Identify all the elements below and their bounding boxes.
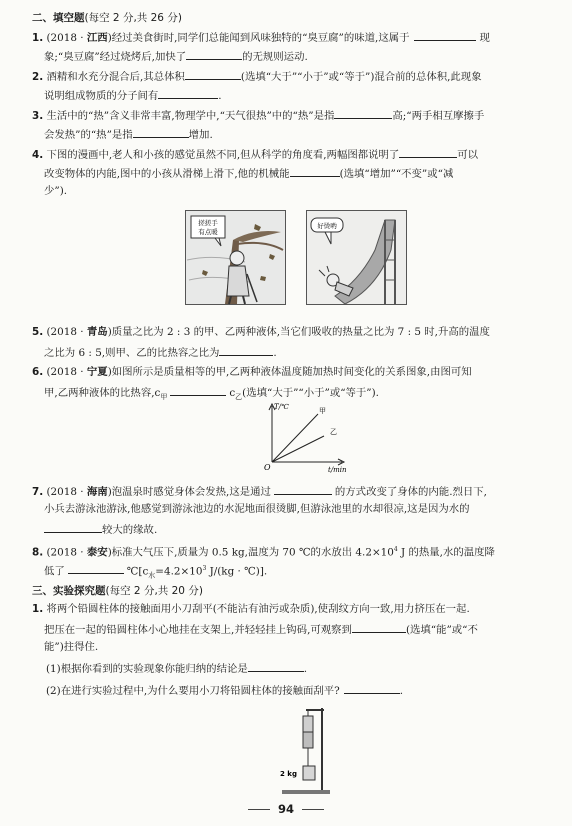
superscript: 3 <box>202 565 207 572</box>
text: (选填“增加”“不变”或“减 <box>339 168 454 180</box>
speech-text: 搓搓手 <box>198 219 218 227</box>
question-3-line-2 <box>44 127 564 142</box>
answer-blank[interactable] <box>219 345 273 356</box>
y-axis-label: T/℃ <box>274 403 289 411</box>
question-2-line-2 <box>44 88 564 103</box>
text: 低了 <box>44 565 65 578</box>
question-7-line-1 <box>32 484 552 499</box>
text: 现 <box>479 32 490 44</box>
question-8-line-2 <box>44 562 564 583</box>
section-title: 三、实验探究题 <box>32 585 106 597</box>
answer-blank[interactable] <box>186 49 242 60</box>
page-number-text: 94 <box>277 802 294 816</box>
text: . <box>399 685 404 697</box>
text: 较大的缘故. <box>102 524 158 536</box>
question-7-line-3 <box>44 522 564 537</box>
text: (2018 · <box>46 366 87 378</box>
source-tag: 青岛 <box>86 326 108 338</box>
weight-block <box>303 766 315 780</box>
section-title: 二、填空题 <box>32 12 85 24</box>
text: 说明组成物质的分子间有 <box>44 90 159 102</box>
question-4-line-2 <box>44 166 564 181</box>
answer-blank[interactable] <box>185 69 241 80</box>
subscript: 水 <box>148 571 156 580</box>
answer-blank[interactable] <box>44 522 102 533</box>
question-6-line-1 <box>32 366 552 379</box>
superscript: 4 <box>393 546 398 553</box>
text: (2018 · <box>46 326 87 338</box>
section-3-header <box>32 583 203 598</box>
question-3-line-1 <box>32 108 552 123</box>
question-4-line-3 <box>44 185 564 198</box>
section-2-header <box>32 10 182 25</box>
divider <box>248 809 270 810</box>
text: (选填“大于”“小于”或“等于”). <box>242 387 379 399</box>
answer-blank[interactable] <box>158 88 218 99</box>
text: 会发热”的“热”是指 <box>44 129 133 141</box>
origin-label: O <box>264 463 271 472</box>
text: 改变物体的内能,图中的小孩从滑梯上滑下,他的机械能 <box>44 168 290 180</box>
answer-blank[interactable] <box>344 683 400 694</box>
answer-blank[interactable] <box>414 30 476 41</box>
text: 小兵去游泳池游泳,他感觉到游泳池边的水泥地面很烫脚,但游泳池里的水却很凉,这是因为水的 <box>44 503 470 515</box>
question-number: 4. <box>32 149 44 161</box>
answer-blank[interactable] <box>290 166 340 177</box>
answer-blank[interactable] <box>248 661 304 672</box>
section-note: (每空 2 分,共 20 分) <box>105 585 203 597</box>
lead-cylinder-top <box>303 716 313 732</box>
question-number: 1. <box>32 32 44 44</box>
answer-blank[interactable] <box>133 127 189 138</box>
experiment-1-line-1 <box>32 603 552 616</box>
question-number: 3. <box>32 110 44 122</box>
question-number: 7. <box>32 486 44 498</box>
question-number: 2. <box>32 71 44 83</box>
text: 将两个铅圆柱体的接触面用小刀刮平(不能沾有油污或杂质),使刮纹方向一致,用力挤压在一起. <box>46 603 470 615</box>
text: 少”). <box>44 185 68 197</box>
question-number: 8. <box>32 546 44 559</box>
text: 生活中的“热”含义非常丰富,物理学中,“天气很热”中的“热”是指 <box>46 110 335 122</box>
text: ℃[c <box>126 565 149 578</box>
subscript: 乙 <box>235 393 243 402</box>
question-1-line-2 <box>44 49 564 64</box>
divider <box>302 809 324 810</box>
lead-cylinder-bottom <box>303 732 313 748</box>
weight-label: 2 kg <box>280 770 297 778</box>
answer-blank[interactable] <box>352 622 406 633</box>
text: 甲,乙两种液体的比热容,c <box>44 387 161 399</box>
line-yi-label: 乙 <box>330 428 337 436</box>
line-jia-label: 甲 <box>319 407 326 415</box>
text: )标准大气压下,质量为 0.5 kg,温度为 70 ℃的水放出 4.2×10 <box>107 546 394 559</box>
section-note: (每空 2 分,共 26 分) <box>84 12 182 24</box>
text: (选填“能”或“不 <box>405 624 478 636</box>
question-2-line-1 <box>32 69 552 84</box>
text: (2018 · <box>46 32 87 44</box>
text: J/(kg · ℃)]. <box>206 565 268 578</box>
question-number: 6. <box>32 366 44 378</box>
answer-blank[interactable] <box>68 563 124 574</box>
text: 把压在一起的铅圆柱体小心地挂在支架上,并轻轻挂上钩码,可观察到 <box>44 624 352 636</box>
page-number <box>0 802 572 816</box>
experiment-1-line-2 <box>44 622 564 637</box>
source-tag: 泰安 <box>86 546 108 559</box>
temperature-time-graph <box>258 400 354 474</box>
line-yi <box>272 436 324 462</box>
answer-blank[interactable] <box>334 108 392 119</box>
answer-blank[interactable] <box>170 385 226 396</box>
text: 可以 <box>457 149 479 161</box>
text: )经过美食街时,同学们总能闻到风味独特的“臭豆腐”的味道,这属于 <box>107 32 410 44</box>
text: . <box>303 663 308 675</box>
experiment-1-part-1 <box>46 661 566 676</box>
text: 之比为 6 : 5,则甲、乙的比热容之比为 <box>44 347 220 359</box>
x-axis-label: t/min <box>328 466 347 474</box>
text: 的方式改变了身体的内能.烈日下, <box>334 486 487 498</box>
question-1-line-1 <box>32 30 552 45</box>
question-number: 1. <box>32 603 44 615</box>
text: 高;“两手相互摩擦手 <box>392 110 485 122</box>
text: 酒精和水充分混合后,其总体积 <box>46 71 185 83</box>
question-4-line-1 <box>32 147 552 162</box>
text: (选填“大于”“小于”或“等于”)混合前的总体积,此现象 <box>240 71 482 83</box>
text: J 的热量,水的温度降 <box>397 546 495 559</box>
text: 的无规则运动. <box>242 51 308 63</box>
text: (2018 · <box>46 546 87 559</box>
text: . <box>218 90 222 102</box>
text: (2018 · <box>46 486 87 498</box>
source-tag: 海南 <box>86 486 108 498</box>
text: )质量之比为 2 : 3 的甲、乙两种液体,当它们吸收的热量之比为 7 : 5 时,升高的温度 <box>107 326 490 338</box>
answer-blank[interactable] <box>274 484 332 495</box>
speech-text: 有点暖 <box>198 228 218 236</box>
text: c <box>229 387 236 399</box>
source-tag: 江西 <box>86 32 108 44</box>
stand-base <box>282 790 330 794</box>
text: )泡温泉时感觉身体会发热,这是通过 <box>107 486 271 498</box>
text: =4.2×10 <box>155 565 203 578</box>
line-jia <box>272 414 318 462</box>
question-number: 5. <box>32 326 44 338</box>
question-5-line-2 <box>44 345 564 360</box>
text: )如图所示是质量相等的甲,乙两种液体温度随加热时间变化的关系图象,由图可知 <box>107 366 472 378</box>
subscript: 甲 <box>160 393 168 402</box>
text: (2)在进行实验过程中,为什么要用小刀将铅圆柱体的接触面刮平? <box>46 685 340 697</box>
experiment-1-part-2 <box>46 683 566 698</box>
text: 能”)拄得住. <box>44 641 99 653</box>
question-5-line-1 <box>32 326 552 339</box>
cartoon-illustration <box>185 210 407 306</box>
text: . <box>273 347 277 359</box>
text: (1)根据你看到的实验现象你能归纳的结论是 <box>46 663 248 675</box>
experiment-1-line-3 <box>44 641 564 654</box>
text: 增加. <box>188 129 213 141</box>
speech-text: 好烫哟 <box>317 222 337 230</box>
question-8-line-1 <box>32 543 552 559</box>
text: 象;“臭豆腐”经过烧烤后,加快了 <box>44 51 187 63</box>
apparatus-diagram <box>278 704 334 796</box>
text: 下图的漫画中,老人和小孩的感觉虽然不同,但从科学的角度看,两幅图都说明了 <box>46 149 400 161</box>
question-7-line-2 <box>44 503 564 516</box>
source-tag: 宁夏 <box>86 366 108 378</box>
answer-blank[interactable] <box>399 147 457 158</box>
